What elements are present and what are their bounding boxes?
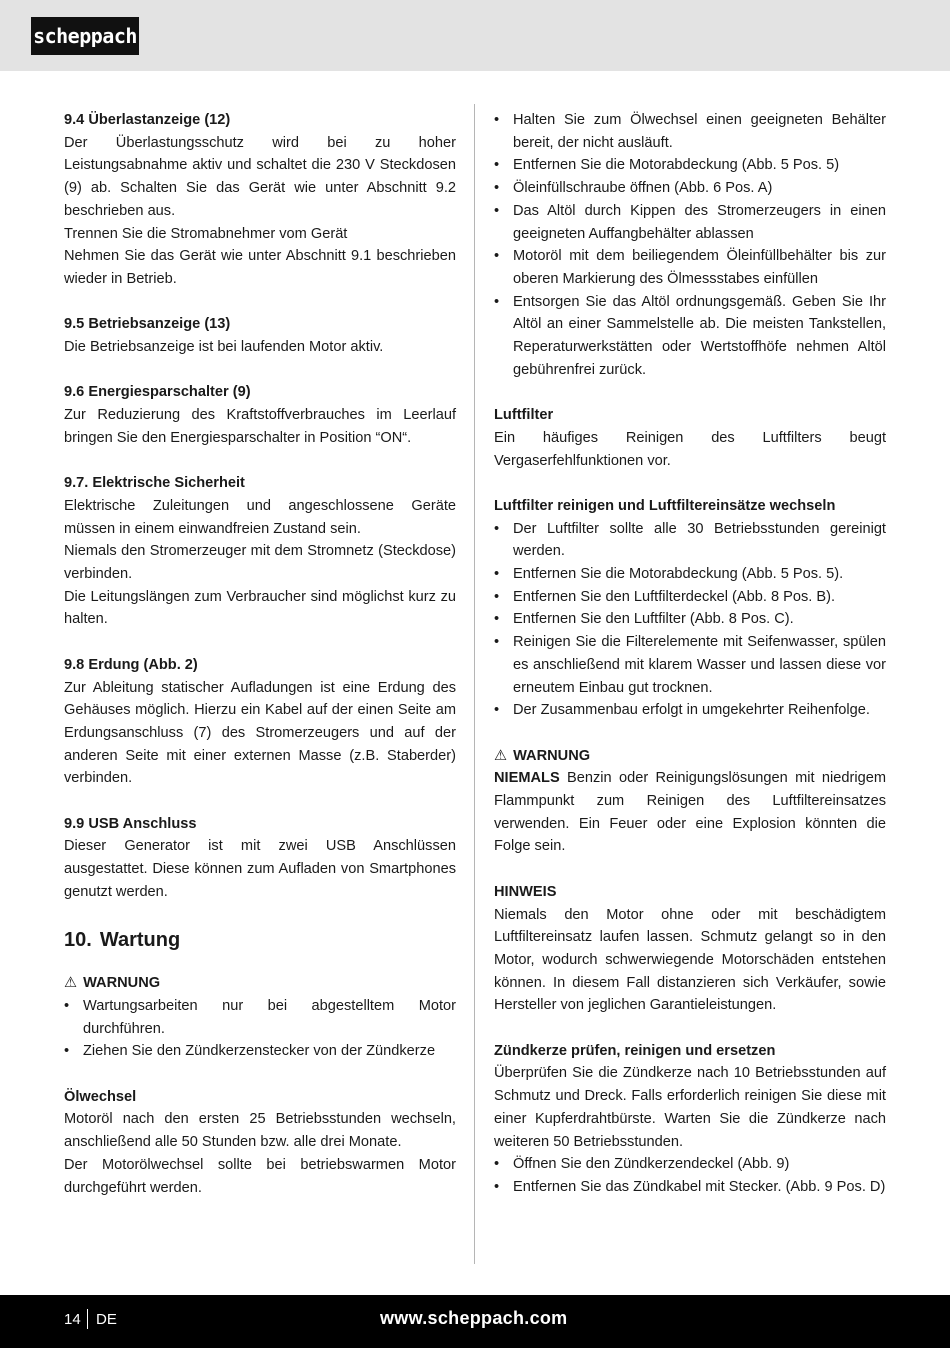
section-heading: 9.8 Erdung (Abb. 2) [64,656,198,673]
section-heading: 9.4 Überlastanzeige (12) [64,112,231,128]
warning-label: WARNUNG [83,975,161,992]
list-item: • Entfernen Sie den Luftfilter (Abb. 8 Pos. C). [494,608,886,631]
warning-text: Benzin oder Reinigungslösungen mit niedrigem Flammpunkt zum Reinigen des Luftfiltereinsatzes verwenden. Ein Feuer oder eine Explosion könnten die Folge sein. [494,770,886,855]
scheppach-logo: scheppach [31,17,139,55]
list-item: • Entfernen Sie die Motorabdeckung (Abb. 5 Pos. 5). [494,563,886,586]
paragraph: Niemals den Motor ohne oder mit beschädigtem Luftfiltereinsatz laufen lassen. Schmutz gelangt so in den Motor, wodurch schwerwiegende Motorschäden entstehen können. In diesem Fall distanzieren sich Verkäufer, sowie Hersteller von jeglichen Garantieleistungen. [494,906,886,1014]
oelwechsel-steps [494,109,886,381]
wartung-warning [64,972,456,1063]
paragraph: Die Betriebsanzeige ist bei laufenden Motor aktiv. [64,339,384,356]
website-link[interactable]: www.scheppach.com [380,1308,568,1328]
list-item: • Entfernen Sie den Luftfilterdeckel (Abb. 8 Pos. B). [494,586,886,609]
list-item: • Entfernen Sie die Motorabdeckung (Abb. 5 Pos. 5) [494,154,886,177]
list-item: • Reinigen Sie die Filterelemente mit Seifenwasser, spülen es anschließend mit klarem Wasser und lassen diese vor erneutem Einbau gut trocknen. [494,631,886,699]
warning-heading [64,972,456,995]
chapter-number: 10. [64,929,92,952]
section-hinweis [494,881,886,1017]
warning-label: WARNUNG [513,747,591,764]
warning-paragraph [494,767,886,858]
list-item: • Entfernen Sie das Zündkabel mit Stecker. (Abb. 9 Pos. D) [494,1176,886,1199]
section-9-8 [64,654,456,790]
paragraph: Der Motorölwechsel sollte bei betriebswarmen Motor durchgeführt werden. [64,1156,456,1196]
page-number: 14 [64,1311,81,1328]
language-code: DE [96,1311,117,1328]
list-item: • Öffnen Sie den Zündkerzendeckel (Abb. 9) [494,1153,886,1176]
list-item: • Ziehen Sie den Zündkerzenstecker von der Zündkerze [64,1040,456,1063]
left-column [64,109,456,1222]
bullet-list [494,109,886,381]
page-header [0,0,950,71]
list-item: • Entsorgen Sie das Altöl ordnungsgemäß. Geben Sie Ihr Altöl an einer Sammelstelle ab. Die meisten Tankstellen, Reperaturwerkstätten oder Wertstoffhöfe nehmen Altöl gebührenfrei zurück. [494,291,886,382]
right-column [494,109,886,1221]
section-9-9 [64,813,456,904]
paragraph: Der Überlastungsschutz wird bei zu hoher Leistungsabnahme aktiv und schaltet die 230 V Steckdosen (9) ab. Schalten Sie das Gerät wie unter Abschnitt 9.2 beschrieben aus. [64,134,456,219]
paragraph: Zur Reduzierung des Kraftstoffverbrauches im Leerlauf bringen Sie den Energiesparschalter in Position “ON“. [64,407,456,446]
section-heading: 9.7. Elektrische Sicherheit [64,475,245,492]
column-divider [474,104,475,1264]
section-heading: Luftfilter reinigen und Luftfiltereinsätze wechseln [494,497,836,514]
paragraph: Motoröl nach den ersten 25 Betriebsstunden wechseln, anschließend alle 50 Stunden bzw. alle drei Monate. [64,1111,456,1151]
list-item: • Motoröl mit dem beiliegendem Öleinfüllbehälter bis zur oberen Markierung des Ölmessstabes einfüllen [494,245,886,290]
chapter-heading-wartung [64,926,456,954]
section-oelwechsel [64,1086,456,1200]
list-item: • Der Luftfilter sollte alle 30 Betriebsstunden gereinigt werden. [494,518,886,563]
bullet-list [494,1153,886,1198]
section-luftfilter [494,404,886,472]
list-item: • Der Zusammenbau erfolgt in umgekehrter Reihenfolge. [494,699,886,722]
section-heading: 9.5 Betriebsanzeige (13) [64,316,231,333]
list-item: • Öleinfüllschraube öffnen (Abb. 6 Pos. A) [494,177,886,200]
section-zuendkerze [494,1040,886,1199]
paragraph: Elektrische Zuleitungen und angeschlossene Geräte müssen in einem einwandfreien Zustand sein. [64,497,456,537]
list-item: • Das Altöl durch Kippen des Stromerzeugers in einen geeigneten Auffangbehälter ablassen [494,200,886,245]
section-warnung [494,745,886,859]
paragraph: Trennen Sie die Stromabnehmer vom Gerät [64,225,348,242]
bullet-list [494,518,886,722]
list-item: • Wartungsarbeiten nur bei abgestelltem Motor durchführen. [64,995,456,1040]
warning-emphasis: NIEMALS [494,770,560,787]
warning-triangle-icon: ⚠ [494,747,508,764]
section-9-5 [64,313,456,358]
footer-separator [87,1309,88,1329]
section-heading: 9.9 USB Anschluss [64,815,197,832]
section-9-4 [64,109,456,291]
section-9-7 [64,472,456,631]
paragraph: Zur Ableitung statischer Aufladungen ist eine Erdung des Gehäuses möglich. Hierzu ein Kabel auf der einen Seite am Erdungsanschluss (7) des Stromerzeugers und auf der anderen Seite mit einer externen Masse (z.B. Staberder) verbinden. [64,679,456,787]
section-luftfilter-reinigen [494,495,886,722]
warning-heading [494,745,886,768]
section-heading: 9.6 Energiesparschalter (9) [64,384,251,401]
section-heading: HINWEIS [494,883,557,900]
chapter-title: Wartung [99,929,181,952]
section-heading: Luftfilter [494,407,554,424]
paragraph: Ein häufiges Reinigen des Luftfilters beugt Vergaserfehlfunktionen vor. [494,429,886,469]
paragraph: Niemals den Stromerzeuger mit dem Stromnetz (Steckdose) verbinden. [64,543,456,583]
paragraph: Überprüfen Sie die Zündkerze nach 10 Betriebsstunden auf Schmutz und Dreck. Falls erforderlich reinigen Sie diese mit einer Kupferdrahtbürste. Warten Sie die Zündkerze nach weiteren 50 Betriebsstunden. [494,1065,886,1150]
list-item: • Halten Sie zum Ölwechsel einen geeigneten Behälter bereit, der nicht ausläuft. [494,109,886,154]
bullet-list [64,995,456,1063]
section-heading: Ölwechsel [64,1088,137,1105]
paragraph: Die Leitungslängen zum Verbraucher sind möglichst kurz zu halten. [64,588,456,628]
warning-triangle-icon: ⚠ [64,975,78,992]
page-footer [0,1295,950,1348]
paragraph: Nehmen Sie das Gerät wie unter Abschnitt 9.1 beschrieben wieder in Betrieb. [64,248,456,287]
paragraph: Dieser Generator ist mit zwei USB Anschlüssen ausgestattet. Diese können zum Aufladen von Smartphones genutzt werden. [64,838,456,900]
section-9-6 [64,381,456,449]
section-heading: Zündkerze prüfen, reinigen und ersetzen [494,1042,776,1059]
